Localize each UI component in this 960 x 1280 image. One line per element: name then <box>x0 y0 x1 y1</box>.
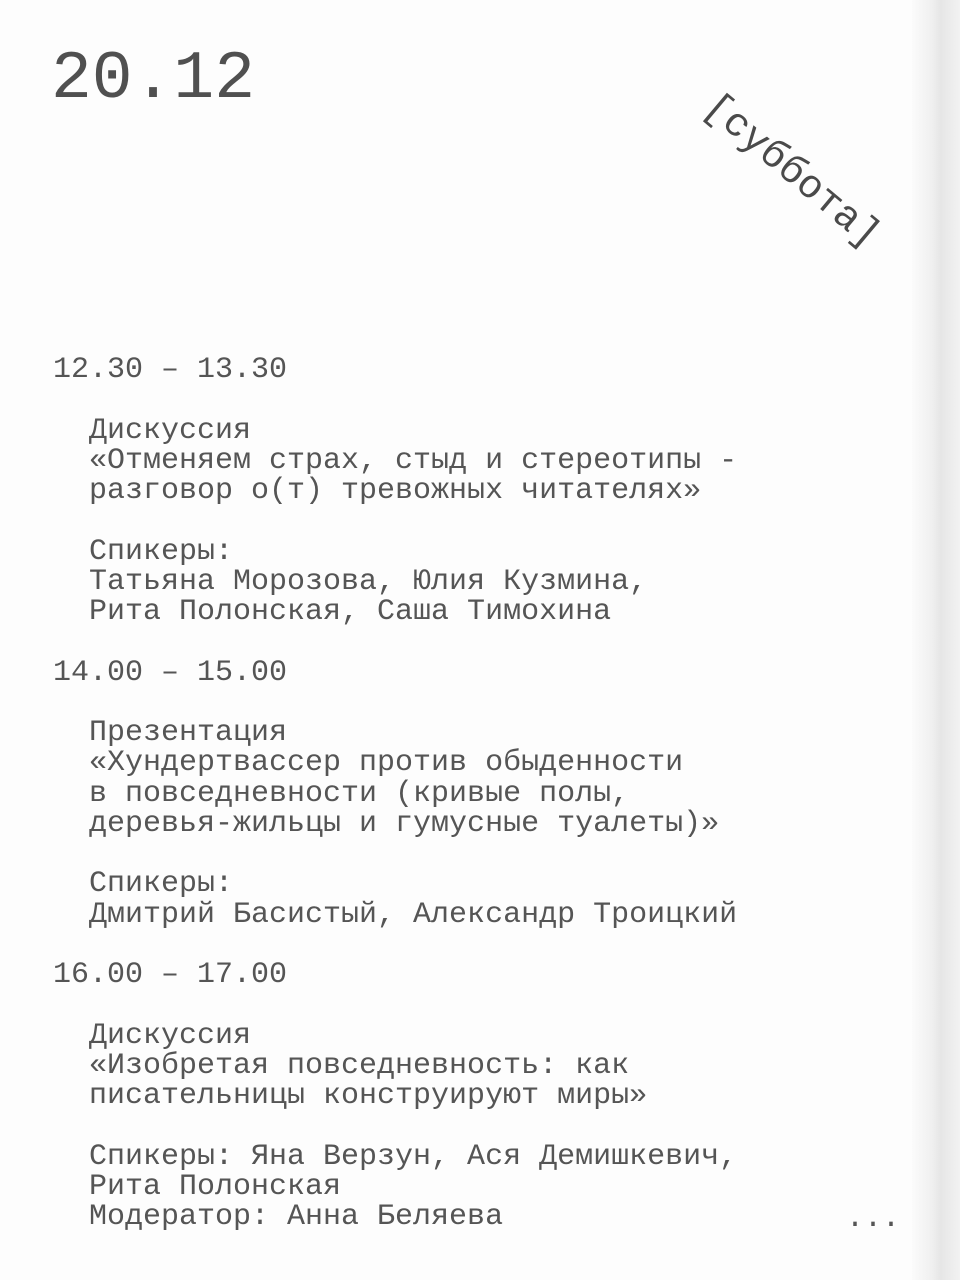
event-title-line: писательницы конструируют миры» <box>89 1079 648 1113</box>
event-type: Дискуссия <box>89 413 252 448</box>
event-speakers-line: Модератор: Анна Беляева <box>89 1200 504 1234</box>
event-title-line: деревья-жильцы и гумусные туалеты)» <box>89 806 720 841</box>
event-speakers-line: Спикеры: <box>89 534 234 569</box>
more-ellipsis: ... <box>846 1202 901 1236</box>
event-time: 16.00 – 17.00 <box>53 958 288 992</box>
program-schedule <box>53 355 737 1232</box>
blank-line <box>53 506 737 536</box>
blank-line <box>53 990 737 1020</box>
event-title-line: «Изобретая повседневность: как <box>89 1048 630 1083</box>
event-type: Дискуссия <box>89 1018 252 1053</box>
event-speakers-line: Спикеры: Яна Верзун, Ася Демишкевич, <box>89 1139 738 1174</box>
page-edge-shadow <box>912 0 960 1280</box>
event-speakers-line: Татьяна Морозова, Юлия Кузмина, <box>89 564 648 599</box>
event-speakers-line: Спикеры: <box>89 867 234 902</box>
event-time: 12.30 – 13.30 <box>53 353 288 387</box>
blank-line <box>53 930 737 960</box>
event-speakers-line: Дмитрий Басистый, Александр Троицкий <box>89 897 738 932</box>
event-title-line: «Хундертвассер против обыденности <box>89 746 684 781</box>
event-title-line: разговор о(т) тревожных читателях» <box>89 474 702 508</box>
event-title-line: в повседневности (кривые полы, <box>89 776 630 811</box>
event-speakers-line: Рита Полонская <box>89 1169 342 1204</box>
weekday-label: [суббота] <box>693 85 889 259</box>
event-title-line: «Отменяем страх, стыд и стереотипы - <box>89 443 738 478</box>
blank-line <box>53 1111 737 1141</box>
event-type: Презентация <box>89 716 288 750</box>
blank-line <box>53 839 737 869</box>
blank-line <box>53 688 737 718</box>
event-time: 14.00 – 15.00 <box>53 655 288 690</box>
event-date: 20.12 <box>51 41 256 118</box>
blank-line <box>53 385 737 415</box>
event-speakers-line: Рита Полонская, Саша Тимохина <box>89 595 612 629</box>
blank-line <box>53 627 737 657</box>
